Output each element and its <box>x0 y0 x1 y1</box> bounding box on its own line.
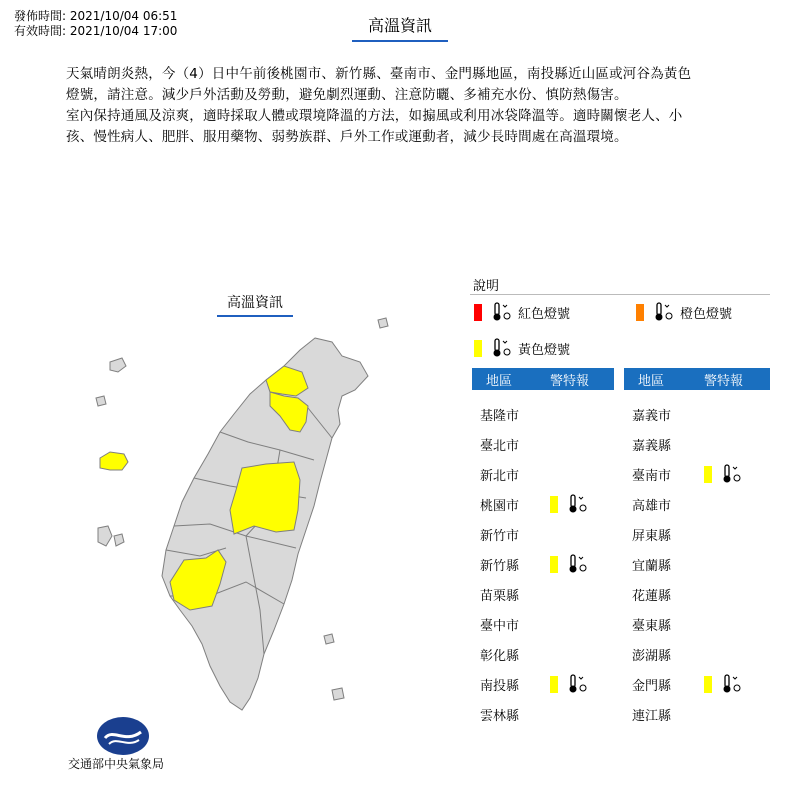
region-name: 苗栗縣 <box>480 588 520 604</box>
table-header-right <box>624 368 770 390</box>
region-name: 嘉義縣 <box>632 438 672 454</box>
description-line: 天氣晴朗炎熱，今（4）日中午前後桃園市、新竹縣、臺南市、金門縣地區，南投縣近山區或河谷為黃色 <box>66 66 692 82</box>
description <box>66 64 746 148</box>
region-name: 新北市 <box>480 468 520 484</box>
region-name: 南投縣 <box>480 678 520 694</box>
legend-title: 說明 <box>473 279 500 294</box>
region-row <box>480 433 550 455</box>
thermometer-icon <box>720 464 742 484</box>
thermometer-icon <box>720 674 742 694</box>
region-row <box>480 643 550 665</box>
region-row <box>480 673 550 695</box>
region-row <box>480 553 550 575</box>
description-line: 室內保持通風及涼爽，適時採取人體或環境降溫的方法，如搧風或利用冰袋降溫等。適時關懷老人、小 <box>66 108 683 124</box>
region-row <box>480 523 550 545</box>
orchid-island <box>332 688 344 700</box>
agency-name: 交通部中央氣象局 <box>68 757 165 771</box>
thermometer-icon <box>566 554 588 574</box>
thermometer-icon <box>566 494 588 514</box>
issue-info <box>14 9 177 39</box>
map-title: 高溫資訊 <box>217 292 293 317</box>
table-header-left <box>472 368 614 390</box>
region-name: 臺北市 <box>480 438 520 454</box>
region-row <box>632 703 702 725</box>
region-row <box>632 403 702 425</box>
region-row <box>632 463 702 485</box>
region-name: 屏東縣 <box>632 528 672 544</box>
region-kinmen <box>100 452 128 470</box>
description-line: 孩、慢性病人、肥胖、服用藥物、弱勢族群、戶外工作或運動者，減少長時間處在高溫環境。 <box>66 129 628 145</box>
region-row <box>480 493 550 515</box>
region-name: 雲林縣 <box>480 708 520 724</box>
matsu-island <box>378 318 388 328</box>
page-title: 高溫資訊 <box>352 13 448 42</box>
region-name: 宜蘭縣 <box>632 558 672 574</box>
column-warning: 警特報 <box>704 373 744 389</box>
thermometer-icon <box>490 302 512 322</box>
penghu-island <box>114 534 124 546</box>
region-row <box>632 553 702 575</box>
legend-yellow <box>474 338 570 358</box>
column-warning: 警特報 <box>550 373 590 389</box>
thermometer-icon <box>652 302 674 322</box>
region-name: 桃園市 <box>480 498 520 514</box>
region-name: 嘉義市 <box>632 408 672 424</box>
region-row <box>632 583 702 605</box>
region-name: 澎湖縣 <box>632 648 672 664</box>
column-region: 地區 <box>486 373 513 389</box>
yellow-swatch <box>474 340 482 357</box>
region-name: 高雄市 <box>632 498 672 514</box>
valid-time: 有效時間: 2021/10/04 17:00 <box>14 24 178 38</box>
region-row <box>632 613 702 635</box>
thermometer-icon <box>490 338 512 358</box>
region-row <box>480 703 550 725</box>
penghu-island <box>98 526 112 546</box>
region-nantou <box>230 462 300 534</box>
legend-divider <box>470 294 770 295</box>
legend-red-label: 紅色燈號 <box>518 306 571 322</box>
region-row <box>632 673 702 695</box>
region-name: 花蓮縣 <box>632 588 672 604</box>
legend-red <box>474 302 570 322</box>
region-row <box>480 403 550 425</box>
description-line: 燈號，請注意。減少戶外活動及勞動，避免劇烈運動、注意防曬、多補充水份、慎防熱傷害。 <box>66 87 628 103</box>
region-row <box>480 583 550 605</box>
orange-swatch <box>636 304 644 321</box>
matsu-island <box>110 358 126 372</box>
yellow-swatch <box>704 466 712 483</box>
taiwan-map <box>70 310 390 730</box>
region-name: 臺東縣 <box>632 618 672 634</box>
yellow-warning-indicator <box>550 494 588 514</box>
column-region: 地區 <box>638 373 665 389</box>
region-row <box>632 643 702 665</box>
yellow-warning-indicator <box>704 464 742 484</box>
region-name: 金門縣 <box>632 678 672 694</box>
yellow-warning-indicator <box>550 674 588 694</box>
legend-orange <box>636 302 732 322</box>
region-row <box>632 493 702 515</box>
region-row <box>480 613 550 635</box>
region-name: 新竹縣 <box>480 558 520 574</box>
yellow-swatch <box>550 496 558 513</box>
legend-orange-label: 橙色燈號 <box>680 306 733 322</box>
region-row <box>632 433 702 455</box>
region-row <box>632 523 702 545</box>
region-name: 臺中市 <box>480 618 520 634</box>
region-name: 臺南市 <box>632 468 672 484</box>
yellow-warning-indicator <box>704 674 742 694</box>
cwb-logo <box>95 716 151 756</box>
matsu-island <box>96 396 106 406</box>
yellow-swatch <box>550 556 558 573</box>
red-swatch <box>474 304 482 321</box>
green-island <box>324 634 334 644</box>
region-name: 連江縣 <box>632 708 672 724</box>
yellow-swatch <box>704 676 712 693</box>
yellow-swatch <box>550 676 558 693</box>
issued-time: 發佈時間: 2021/10/04 06:51 <box>14 9 178 23</box>
region-name: 新竹市 <box>480 528 520 544</box>
legend-yellow-label: 黃色燈號 <box>518 342 571 358</box>
thermometer-icon <box>566 674 588 694</box>
yellow-warning-indicator <box>550 554 588 574</box>
region-name: 基隆市 <box>480 408 520 424</box>
region-name: 彰化縣 <box>480 648 520 664</box>
region-row <box>480 463 550 485</box>
